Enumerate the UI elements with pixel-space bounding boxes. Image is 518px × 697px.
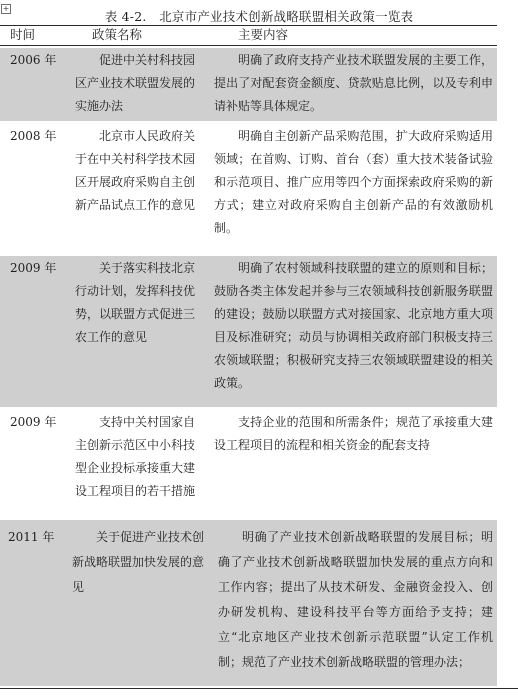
row-content: 支持企业的范围和所需条件；规范了承接重大建设工程项目的流程和相关资金的配套支持 bbox=[214, 415, 493, 452]
row-policy-name: 关于落实科技北京行动计划，发挥科技优势，以联盟方式促进三农工作的意见 bbox=[75, 261, 196, 344]
table-row bbox=[0, 256, 497, 407]
header-main-content: 主要内容 bbox=[238, 27, 289, 42]
row-year: 2008 年 bbox=[10, 129, 57, 143]
header-year: 时间 bbox=[10, 27, 36, 42]
table-row bbox=[0, 48, 497, 121]
row-content: 明确了农村领域科技联盟的建立的原则和目标；鼓励各类主体发起并参与三农领域科技创新服务联盟的建设；鼓励以联盟方式对接国家、北京地方重大项目及标准研究；动员与协调相关政府部门积极支持三农领域联盟；积极研究支持三农领域联盟建设的相关政策。 bbox=[214, 261, 493, 390]
row-policy-name: 支持中关村国家自主创新示范区中小科技型企业投标承接重大建设工程项目的若干措施 bbox=[75, 415, 196, 498]
header-policy-name: 政策名称 bbox=[92, 27, 143, 42]
row-policy-name: 关于促进产业技术创新战略联盟加快发展的意见 bbox=[72, 530, 205, 594]
row-year: 2009 年 bbox=[10, 415, 57, 429]
row-content: 明确自主创新产品采购范围，扩大政府采购适用领域；在首购、订购、首台（套）重大技术装备试验和示范项目、推广应用等四个方面探索政府采购的新方式；建立对政府采购自主创新产品的有效激励机制。 bbox=[214, 129, 493, 235]
table-row bbox=[0, 124, 497, 252]
table-row bbox=[0, 520, 497, 686]
row-year: 2006 年 bbox=[10, 53, 57, 67]
row-year: 2011 年 bbox=[8, 530, 55, 544]
table-header-row bbox=[0, 26, 518, 44]
row-year: 2009 年 bbox=[10, 261, 57, 275]
table-bottom-rule bbox=[0, 688, 518, 689]
table-header-rule bbox=[0, 45, 497, 46]
row-policy-name: 北京市人民政府关于在中关村科学技术园区开展政府采购自主创新产品试点工作的意见 bbox=[75, 129, 196, 212]
table-row bbox=[0, 410, 497, 518]
row-content: 明确了产业技术创新战略联盟的发展目标；明确了产业技术创新战略联盟加快发展的重点方向和工作内容；提出了从技术研发、金融资金投入、创办研发机构、建设科技平台等方面给予支持；建立“北京地区产业技术创新示范联盟”认定工作机制；规范了产业技术创新战略联盟的管理办法； bbox=[218, 530, 493, 669]
row-content: 明确了政府支持产业技术联盟发展的主要工作，提出了对配套资金额度、贷款贴息比例，以及专利申请补贴等具体规定。 bbox=[214, 53, 493, 113]
row-policy-name: 促进中关村科技园区产业技术联盟发展的实施办法 bbox=[75, 53, 196, 113]
table-caption: 表 4-2. 北京市产业技术创新战略联盟相关政策一览表 bbox=[104, 9, 414, 24]
table-move-handle-icon[interactable]: + bbox=[2, 4, 10, 13]
